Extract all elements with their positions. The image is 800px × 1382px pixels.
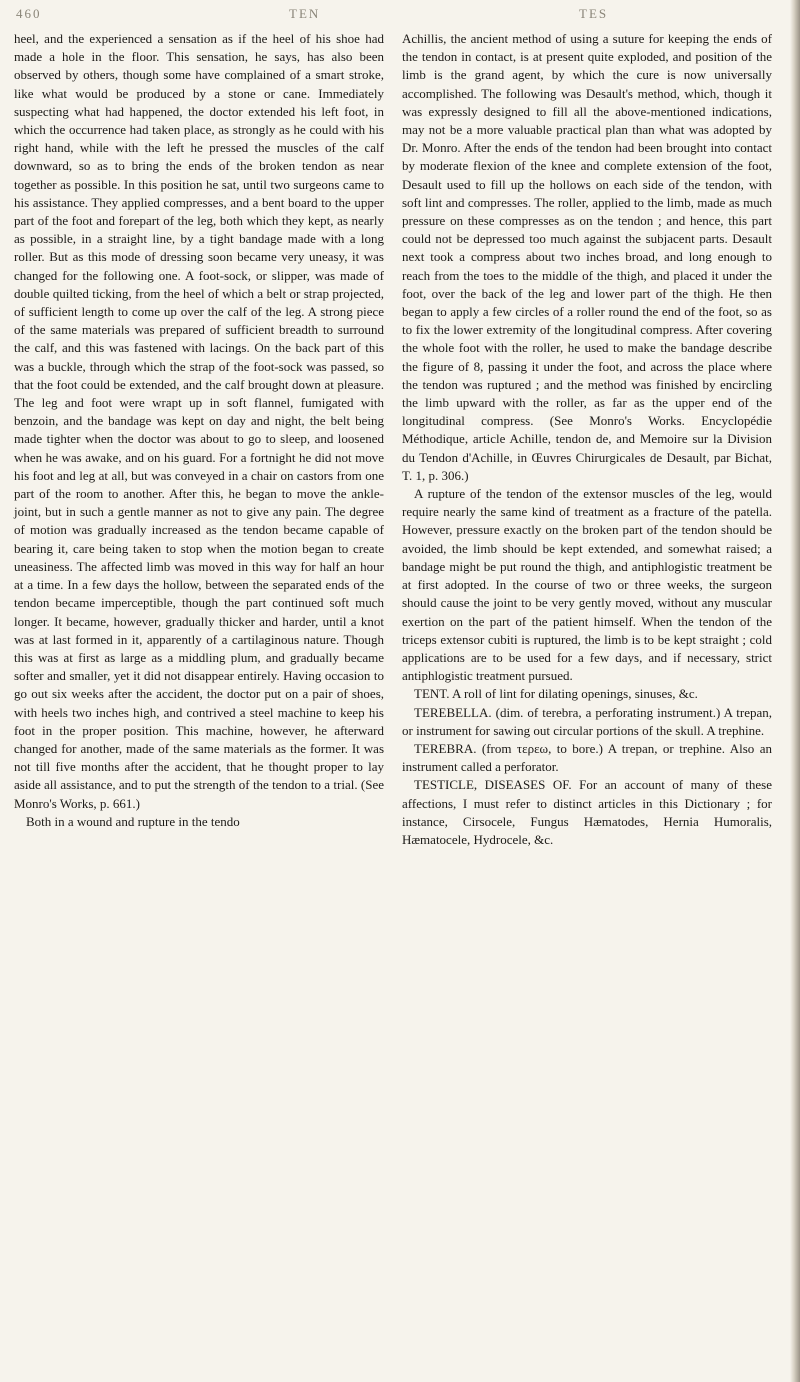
left-paragraph: Both in a wound and rupture in the tendo: [26, 813, 240, 829]
running-header: [14, 4, 772, 30]
running-word-right: TES: [579, 6, 609, 21]
right-paragraph: Achillis, the ancient method of using a suture for keeping the ends of the tendon in contact, is at present quite exploded, and position of the limb is the grand agent, by which the cure is now universally accomplished. The following was Desault's method, which, though it was expressly designed to fill all the above-mentioned indications, may not be a more valuable practical plan than what was adopted by Dr. Monro. After the ends of the tendon had been brought into contact by moderate flexion of the knee and complete extension of the foot, Desault used to fill up the hollows on each side of the tendon, with soft lint and compresses. The roller, applied to the limb, made as much pressure on these compresses as on the tendon ; and hence, this part could not be depressed too much against the subjacent parts. Desault next took a compress about two inches broad, and long enough to reach from the toes to the middle of the thigh, and placed it under the foot, over the back of the leg and lower part of the thigh. He then began to apply a few circles of a roller round the end of the foot, so as to fix the lower extremity of the longitudinal compress. After covering the whole foot with the roller, he used to make the bandage describe the figure of 8, passing it under the foot, and across the place where the tendon was ruptured ; and the method was finished by encircling the limb upward with the roller, as far as the upper end of the longitudinal compress. (See Monro's Works. Encyclopédie Méthodique, article Achille, tendon de, and Memoire sur la Division du Tendon d'Achille, in Œuvres Chirurgicales de Desault, par Bichat, T. 1, p. 306.): [402, 31, 772, 483]
dictionary-entry-terebra: TEREBRA. (from τερεω, to bore.) A trepan, or trephine. Also an instrument called a perforator.: [402, 740, 772, 775]
right-column: [402, 30, 772, 849]
dictionary-entry-tent: TENT. A roll of lint for dilating openings, sinuses, &c.: [414, 686, 698, 702]
running-word-left: TEN: [289, 6, 321, 21]
left-paragraph: heel, and the experienced a sensation as if the heel of his shoe had made a hole in the floor. This sensation, he says, has also been observed by others, though some have complained of a smart stroke, like what would be produced by a stone or cane. Immediately suspecting what had happened, the doctor extended his left foot, in which the occurrence had taken place, as strongly as he could with his right hand, while with the left he pressed the muscles of the calf downward, so as to bring the ends of the broken tendon as near together as possible. In this position he sat, until two surgeons came to his assistance. They applied compresses, and a bent board to the upper part of the foot and forepart of the leg, both which they kept, as nearly as possible, in a straight line, by a tight bandage made with a long roller. But as this mode of dressing soon became very uneasy, it was changed for the following one. A foot-sock, or slipper, was made of double quilted ticking, from the heel of which a belt or strap projected, of sufficient length to come up over the calf of the leg. A strong piece of the same materials was prepared of sufficient breadth to surround the calf, and this was fastened with lacings. On the back part of this was a buckle, through which the strap of the foot-sock was passed, so that the foot could be extended, and the calf brought down at pleasure. The leg and foot were wrapt up in soft flannel, fumigated with benzoin, and the bandage was kept on day and night, the belt being made tighter when the doctor was about to go to sleep, and loosened when he was awake, and on his guard. For a fortnight he did not move his foot and leg at all, but was conveyed in a chair on castors from one part of the room to another. After this, he began to move the ankle-joint, but in such a gentle manner as not to give any pain. The degree of motion was gradually increased as the tendon became capable of bearing it, care being taken to stop when the motion began to create uneasiness. The affected limb was moved in this way for half an hour at a time. In a few days the hollow, between the separated ends of the tendon became imperceptible, though the part continued soft much longer. It became, however, gradually thicker and harder, until a knot was at last formed in it, apparently of a cartilaginous nature. Though this was at first as large as a middling plum, and gradually became softer and smaller, yet it did not disappear entirely. Having occasion to go out six weeks after the accident, the doctor put on a pair of shoes, with heels two inches high, and contrived a steel machine to keep his foot in the proper position. This machine, however, he afterward changed for another, made of the same materials as the former. It was not till five months after the accident, that he thought proper to lay aside all assistance, and to put the strength of the tendon to a trial. (See Monro's Works, p. 661.): [14, 31, 384, 811]
page-number: 460: [16, 6, 42, 21]
dictionary-entry-terebella: TEREBELLA. (dim. of terebra, a perforating instrument.) A trepan, or instrument for sawing out circular portions of the skull. A trephine.: [402, 704, 772, 738]
left-column: [14, 30, 384, 849]
page-edge-shadow: [790, 0, 800, 1382]
right-paragraph: A rupture of the tendon of the extensor muscles of the leg, would require nearly the same kind of treatment as a fracture of the patella. However, pressure exactly on the broken part of the tendon should be avoided, the limb should be kept extended, and somewhat raised; a bandage might be put round the thigh, and antiphlogistic treatment be at first adopted. In the course of two or three weeks, the surgeon should cause the joint to be very gently moved, without any muscular exertion on the part of the patient himself. When the tendon of the triceps extensor cubiti is ruptured, the limb is to be kept straight ; cold applications are to be used for a few days, and if necessary, strict antiphlogistic treatment pursued.: [402, 486, 772, 684]
two-column-body: [14, 30, 772, 849]
dictionary-entry-testicle: TESTICLE, DISEASES OF. For an account of many of these affections, I must refer to distinct articles in this Dictionary ; for instance, Cirsocele, Fungus Hæmatodes, Hernia Humoralis, Hæmatocele, Hydrocele, &c.: [402, 777, 772, 847]
